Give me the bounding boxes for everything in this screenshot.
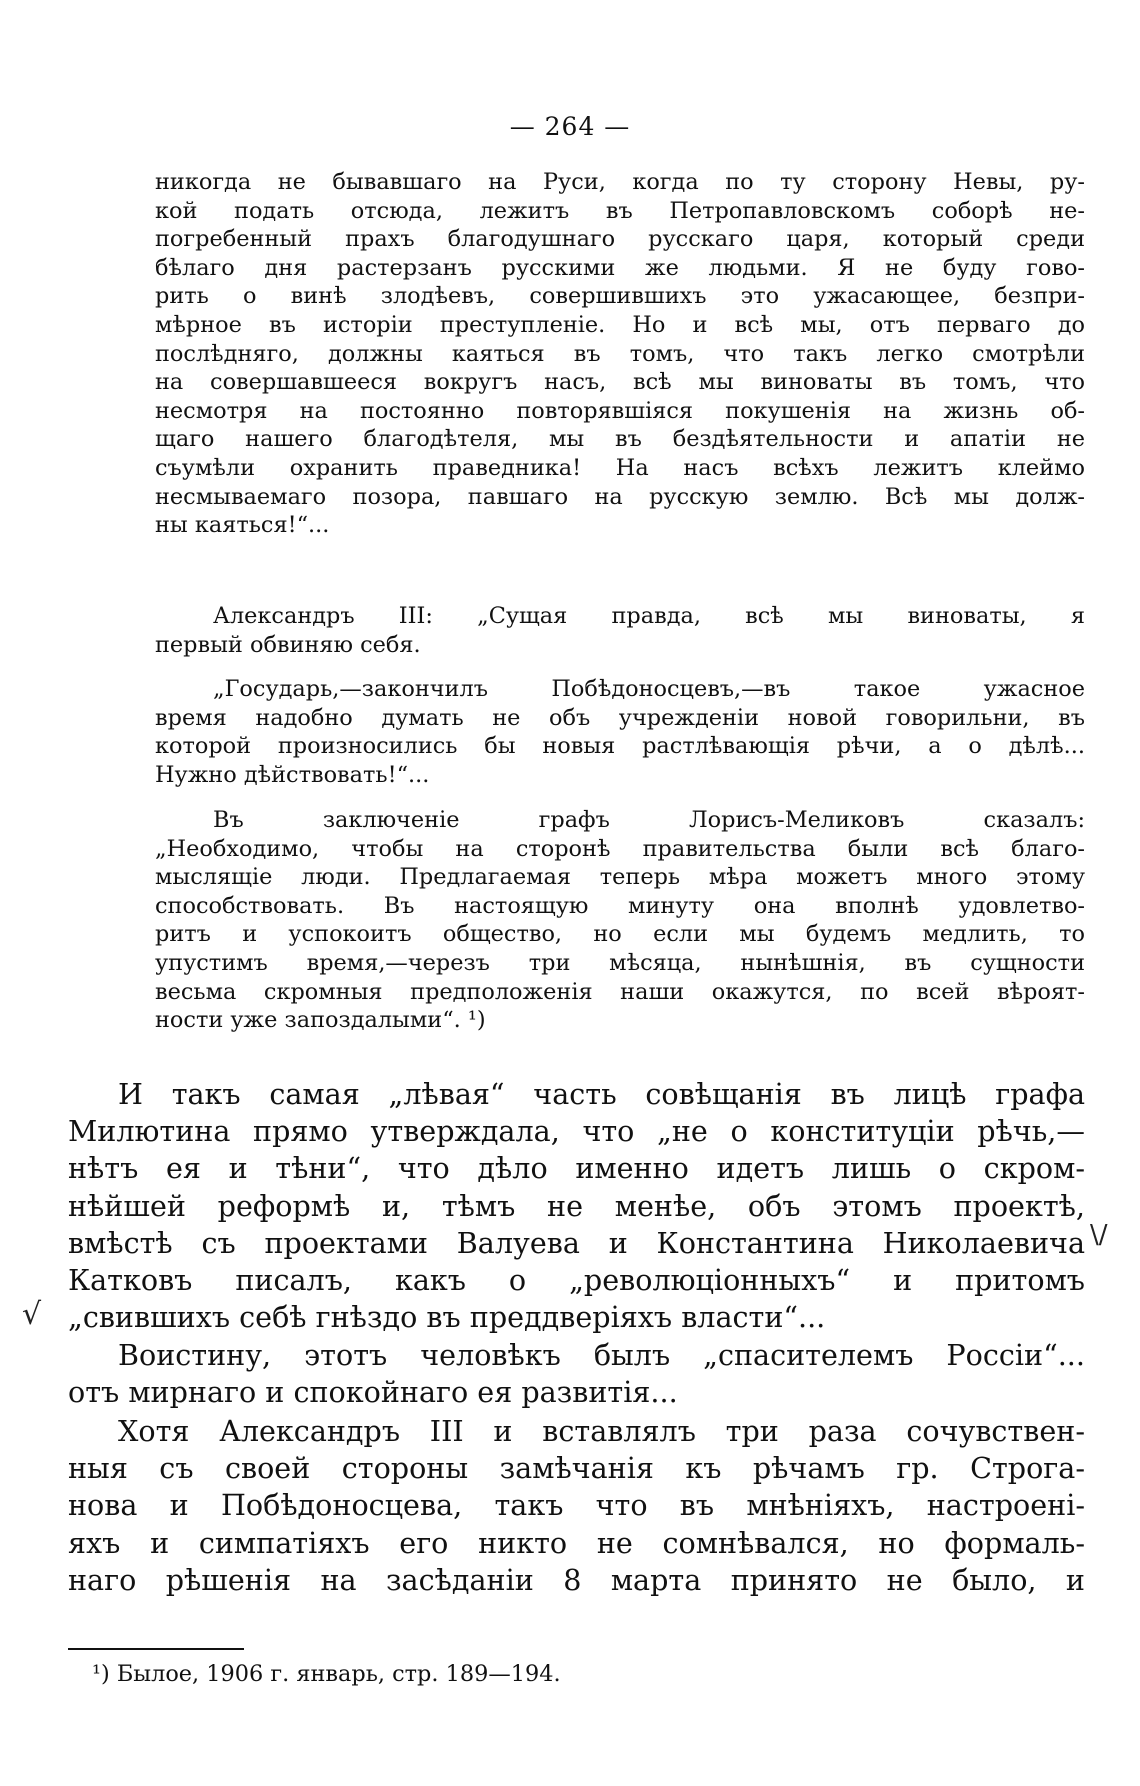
text-line: несмываемаго позора, павшаго на русскую землю. Всѣ мы долж- [155, 483, 1085, 510]
quote-paragraph-1 [155, 168, 1085, 540]
text-line: Нужно дѣйствовать!“... [155, 761, 430, 788]
quote-paragraph-4 [155, 806, 1085, 1035]
text-line: „Государь,—закончилъ Побѣдоносцевъ,—въ такое ужасное [213, 676, 1085, 702]
text-line: ныя съ своей стороны замѣчанія къ рѣчамъ гр. Строга- [68, 1451, 1085, 1486]
text-line: кой подать отсюда, лежитъ въ Петропавловскомъ соборѣ не- [155, 197, 1085, 224]
text-line: рить о винѣ злодѣевъ, совершившихъ это ужасающее, безпри- [155, 283, 1085, 310]
text-line: Александръ III: „Сущая правда, всѣ мы виноваты, я [213, 603, 1085, 629]
footnote: ¹) Былое, 1906 г. январь, стр. 189—194. [92, 1661, 561, 1687]
text-line: нова и Побѣдоносцева, такъ что въ мнѣніяхъ, настроені- [68, 1488, 1085, 1523]
text-line: отъ мирнаго и спокойнаго ея развитія... [68, 1375, 678, 1410]
text-line: нѣтъ ея и тѣни“, что дѣло именно идетъ лишь о скром- [68, 1151, 1085, 1186]
footnote-rule [68, 1648, 244, 1650]
text-line: Милютина прямо утверждала, что „не о конституціи рѣчь,— [68, 1114, 1085, 1149]
text-line: мѣрное въ исторіи преступленіе. Но и всѣ мы, отъ перваго до [155, 311, 1085, 338]
margin-check-mark-right: \/ [1090, 1220, 1108, 1250]
text-line: ности уже запоздалыми“. ¹) [155, 1007, 486, 1034]
text-line: Въ заключеніе графъ Лорисъ-Меликовъ сказалъ: [213, 807, 1085, 833]
quote-paragraph-2 [155, 602, 1085, 659]
text-line: вмѣстѣ съ проектами Валуева и Константина Николаевича [68, 1225, 1085, 1260]
text-line: на совершавшееся вокругъ насъ, всѣ мы виноваты въ томъ, что [155, 369, 1085, 396]
text-line: наго рѣшенія на засѣданіи 8 марта принято не было, и [68, 1562, 1085, 1597]
text-line: способствовать. Въ настоящую минуту она вполнѣ удовлетво- [155, 892, 1085, 919]
text-line: несмотря на постоянно повторявшіяся покушенія на жизнь об- [155, 397, 1085, 424]
text-line: мыслящіе люди. Предлагаемая теперь мѣра можетъ много этому [155, 864, 1085, 891]
text-line: съумѣли охранить праведника! На насъ всѣхъ лежитъ клеймо [155, 454, 1085, 481]
text-line: ны каяться!“... [155, 512, 330, 539]
text-line: Хотя Александръ III и вставлялъ три раза сочувствен- [118, 1414, 1085, 1448]
text-line: щаго нашего благодѣтеля, мы въ бездѣятельности и апатіи не [155, 426, 1085, 453]
text-line: первый обвиняю себя. [155, 631, 421, 658]
text-line: И такъ самая „лѣвая“ часть совѣщанія въ лицѣ графа [118, 1077, 1085, 1111]
margin-check-mark-left: √ [22, 1297, 42, 1332]
page-number: — 264 — [509, 112, 631, 141]
main-paragraph-2 [68, 1337, 1085, 1411]
main-paragraph-3 [68, 1413, 1085, 1599]
text-line: „Необходимо, чтобы на сторонѣ правительства были всѣ благо- [155, 835, 1085, 862]
text-line: Воистину, этотъ человѣкъ былъ „спасителемъ Россіи“... [118, 1338, 1085, 1372]
text-line: Катковъ писалъ, какъ о „революціонныхъ“ и притомъ [68, 1262, 1085, 1297]
quote-paragraph-3 [155, 675, 1085, 789]
text-line: яхъ и симпатіяхъ его никто не сомнѣвался, но формаль- [68, 1525, 1085, 1560]
main-paragraph-1 [68, 1076, 1085, 1336]
text-line: которой произносились бы новыя растлѣвающія рѣчи, а о дѣлѣ... [155, 733, 1085, 760]
text-line: „свившихъ себѣ гнѣздо въ преддверіяхъ власти“... [68, 1300, 826, 1335]
text-line: погребенный прахъ благодушнаго русскаго царя, который среди [155, 226, 1085, 253]
text-line: нѣйшей реформѣ и, тѣмъ не менѣе, объ этомъ проектѣ, [68, 1188, 1085, 1223]
text-line: ритъ и успокоитъ общество, но если мы будемъ медлить, то [155, 921, 1085, 948]
text-line: время надобно думать не объ учрежденіи новой говорильни, въ [155, 704, 1085, 731]
text-line: послѣдняго, должны каяться въ томъ, что такъ легко смотрѣли [155, 340, 1085, 367]
text-line: упустимъ время,—черезъ три мѣсяца, нынѣшнія, въ сущности [155, 949, 1085, 976]
text-line: весьма скромныя предположенія наши окажутся, по всей вѣроят- [155, 978, 1085, 1005]
text-line: никогда не бывавшаго на Руси, когда по ту сторону Невы, ру- [155, 169, 1085, 195]
text-line: бѣлаго дня растерзанъ русскими же людьми. Я не буду гово- [155, 254, 1085, 281]
